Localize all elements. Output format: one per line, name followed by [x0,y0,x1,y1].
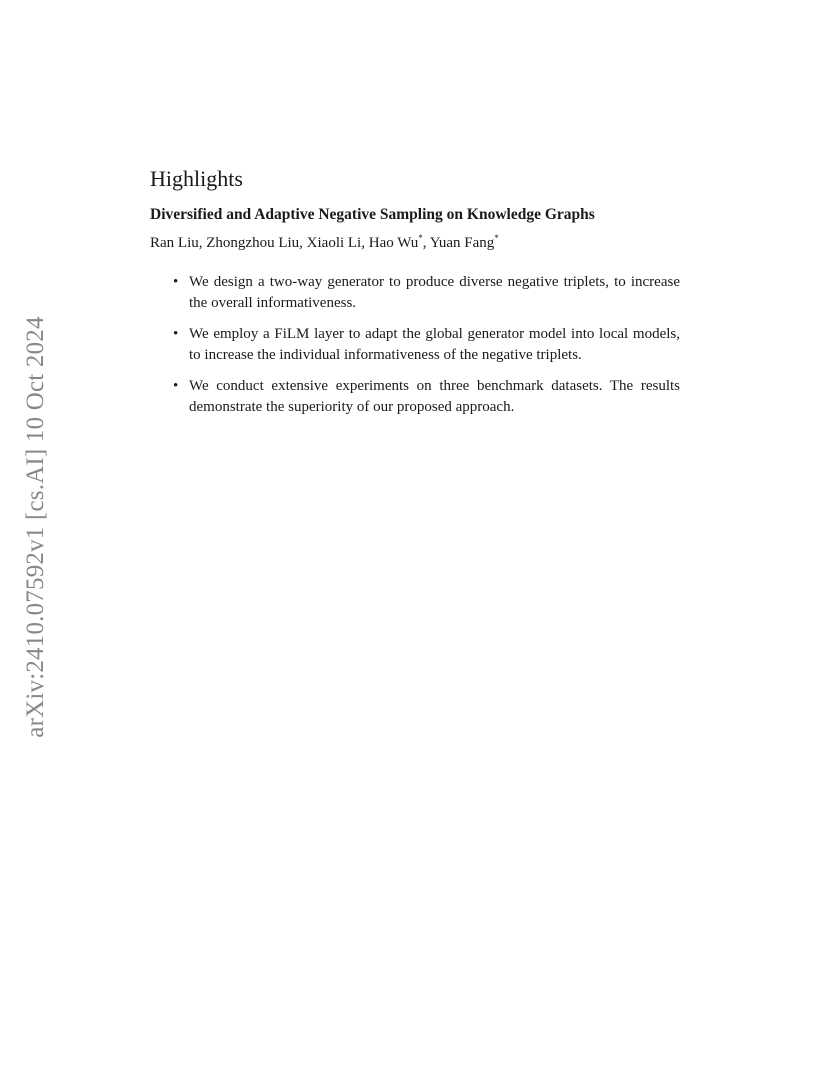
section-heading: Highlights [150,166,243,191]
highlight-text: We conduct extensive experiments on three benchmark datasets. The results demonstrate the superiority of our proposed approach. [189,378,680,415]
highlights-page [150,164,680,428]
arxiv-identifier: arXiv:2410.07592v1 [cs.AI] 10 Oct 2024 [22,316,49,738]
bullet-icon: • [173,378,179,394]
highlight-item [150,376,680,417]
author: Hao Wu [368,235,419,251]
bullet-icon: • [173,326,179,342]
bullet-icon: • [173,274,179,290]
highlight-text: We design a two-way generator to produce diverse negative triplets, to increase the overall informativeness. [189,274,680,311]
highlight-item [150,272,680,313]
highlights-list [150,272,680,417]
highlight-text: We employ a FiLM layer to adapt the global generator model into local models, to increase the individual informativeness of the negative triplets. [189,326,680,363]
author: Zhongzhou Liu [206,235,300,251]
author-list: Ran Liu, Zhongzhou Liu, Xiaoli Li, Hao Wu*, Yuan Fang* [150,233,499,251]
corresponding-author-mark: * [418,233,423,243]
paper-title: Diversified and Adaptive Negative Sampling on Knowledge Graphs [150,206,595,223]
author: Yuan Fang [429,235,495,251]
corresponding-author-mark: * [494,233,499,243]
author: Xiaoli Li [306,235,362,251]
author: Ran Liu [150,235,199,251]
highlight-item [150,324,680,365]
